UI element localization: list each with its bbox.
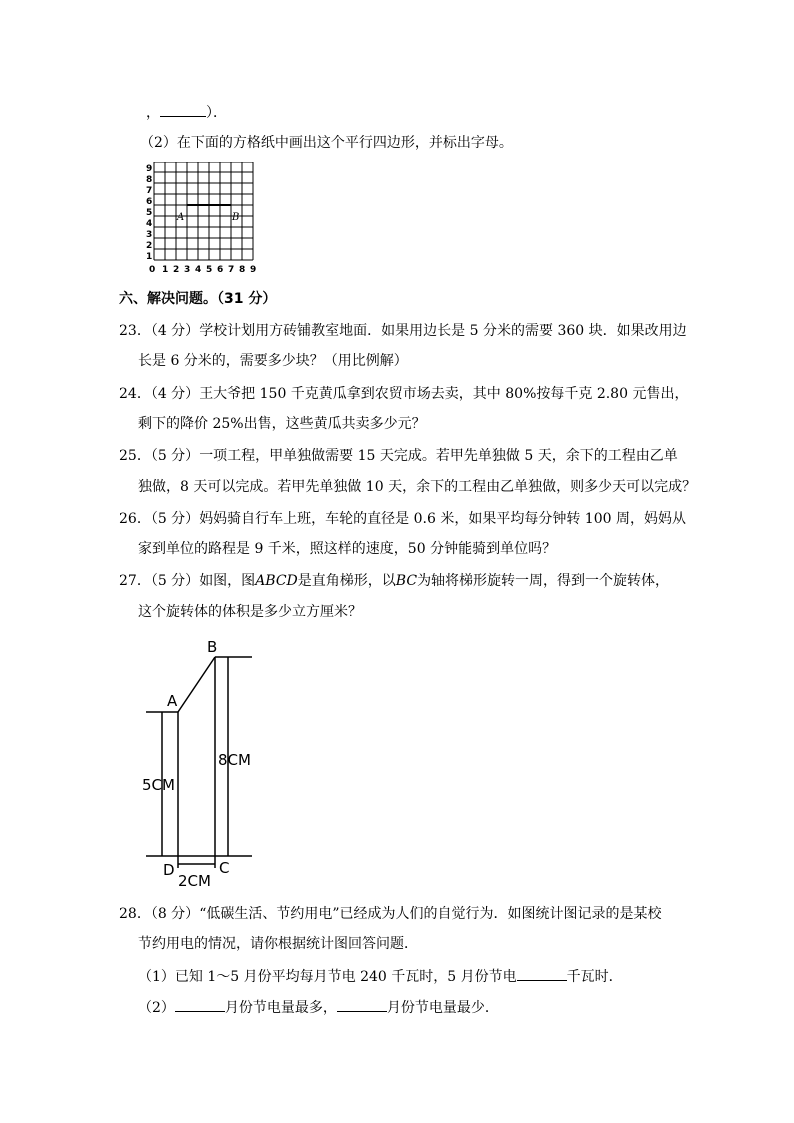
question-22-part-2: （2）在下面的方格纸中画出这个平行四边形，并标出字母。 <box>140 135 513 151</box>
question-number: 25． <box>119 448 151 464</box>
question-28-part-1: （1）已知 1～5 月份平均每月节电 240 千瓦时，5 月份节电 千瓦时． <box>138 966 623 987</box>
question-score: （5 分） <box>150 448 200 464</box>
vertex-d-label: D <box>163 861 175 879</box>
question-text: 王大爷把 150 千克黄瓜拿到农贸市场去卖，其中 80%按每千克 2.80 元售出， <box>199 386 689 402</box>
y-label-3: 3 <box>146 230 153 240</box>
question-text: 一项工程，甲单独做需要 15 天完成。若甲先单独做 5 天，余下的工程由乙单 <box>199 448 678 464</box>
x-label-9: 9 <box>250 265 257 275</box>
question-score: （8 分） <box>150 906 200 922</box>
coordinate-grid <box>144 162 264 280</box>
question-28-line-2: 节约用电的情况，请你根据统计图回答问题． <box>138 936 418 952</box>
vertex-b-label: B <box>207 638 218 656</box>
y-label-8: 8 <box>146 175 153 185</box>
answer-blank[interactable] <box>175 997 225 1012</box>
question-28-part-2: （2） 月份节电量最多， 月份节电量最少． <box>138 997 499 1018</box>
question-24-line-2: 剩下的降价 25%出售，这些黄瓜共卖多少元？ <box>138 416 426 432</box>
x-label-2: 2 <box>173 265 180 275</box>
x-label-4: 4 <box>195 265 202 275</box>
question-text: 学校计划用方砖铺教室地面．如果用边长是 5 分米的需要 360 块．如果改用边 <box>199 323 687 339</box>
x-label-7: 7 <box>228 265 235 275</box>
answer-blank[interactable] <box>517 966 567 981</box>
y-label-7: 7 <box>146 186 153 196</box>
question-23-line-1 <box>119 321 687 341</box>
vertex-c-label: C <box>219 859 230 877</box>
closing-paren-text: ）． <box>206 105 227 121</box>
y-label-4: 4 <box>146 219 153 229</box>
question-28-line-1 <box>119 904 662 924</box>
question-25-line-1 <box>119 446 678 466</box>
dimension-2cm-label: 2CM <box>178 872 211 890</box>
question-26-line-2: 家到单位的路程是 9 千米，照这样的速度，50 分钟能骑到单位吗？ <box>138 541 557 557</box>
trapezoid-diagram <box>140 632 270 892</box>
x-label-1: 1 <box>162 265 169 275</box>
question-number: 24． <box>119 386 151 402</box>
question-number: 28． <box>119 906 151 922</box>
question-text: “低碳生活、节约用电”已经成为人们的自觉行为．如图统计图记录的是某校 <box>199 906 662 922</box>
question-number: 27． <box>119 573 151 589</box>
x-label-6: 6 <box>217 265 224 275</box>
trapezoid-figure <box>140 632 270 896</box>
section-title: 六、解决问题。（31 分） <box>119 291 277 307</box>
question-27-line-2: 这个旋转体的体积是多少立方厘米？ <box>138 604 362 620</box>
question-26-line-1 <box>119 509 686 529</box>
x-label-0: 0 <box>149 265 156 275</box>
x-label-8: 8 <box>239 265 246 275</box>
point-a-label: A <box>177 212 185 223</box>
dimension-8cm-label: 8CM <box>218 751 251 769</box>
answer-blank[interactable] <box>337 997 387 1012</box>
y-label-6: 6 <box>146 197 153 207</box>
question-27-line-1: 27．（5 分）如图，图ABCD是直角梯形，以BC为轴将梯形旋转一周，得到一个旋转体， <box>119 573 670 589</box>
question-number: 26． <box>119 511 151 527</box>
question-score: （4 分） <box>150 323 200 339</box>
question-text: 妈妈骑自行车上班，车轮的直径是 0.6 米，如果平均每分钟转 100 周，妈妈从 <box>199 511 686 527</box>
x-label-3: 3 <box>184 265 191 275</box>
x-label-5: 5 <box>206 265 213 275</box>
answer-blank-line <box>146 102 227 123</box>
point-b-label: B <box>232 212 240 223</box>
question-score: （5 分） <box>150 573 200 589</box>
y-label-9: 9 <box>146 164 153 174</box>
question-25-line-2: 独做，8 天可以完成。若甲先单独做 10 天，余下的工程由乙单独做，则多少天可以完成？ <box>138 479 697 495</box>
question-score: （5 分） <box>150 511 200 527</box>
coordinate-grid-figure <box>144 162 264 284</box>
question-score: （4 分） <box>150 386 200 402</box>
dimension-5cm-label: 5CM <box>142 776 175 794</box>
vertex-a-label: A <box>167 692 178 710</box>
question-number: 23． <box>119 323 151 339</box>
comma-text: ， <box>146 105 160 121</box>
y-label-2: 2 <box>146 241 153 251</box>
y-label-1: 1 <box>146 252 153 262</box>
y-label-5: 5 <box>146 208 153 218</box>
question-23-line-2: 长是 6 分米的，需要多少块？（用比例解） <box>138 353 408 369</box>
question-24-line-1 <box>119 384 688 404</box>
answer-blank[interactable] <box>160 102 206 117</box>
